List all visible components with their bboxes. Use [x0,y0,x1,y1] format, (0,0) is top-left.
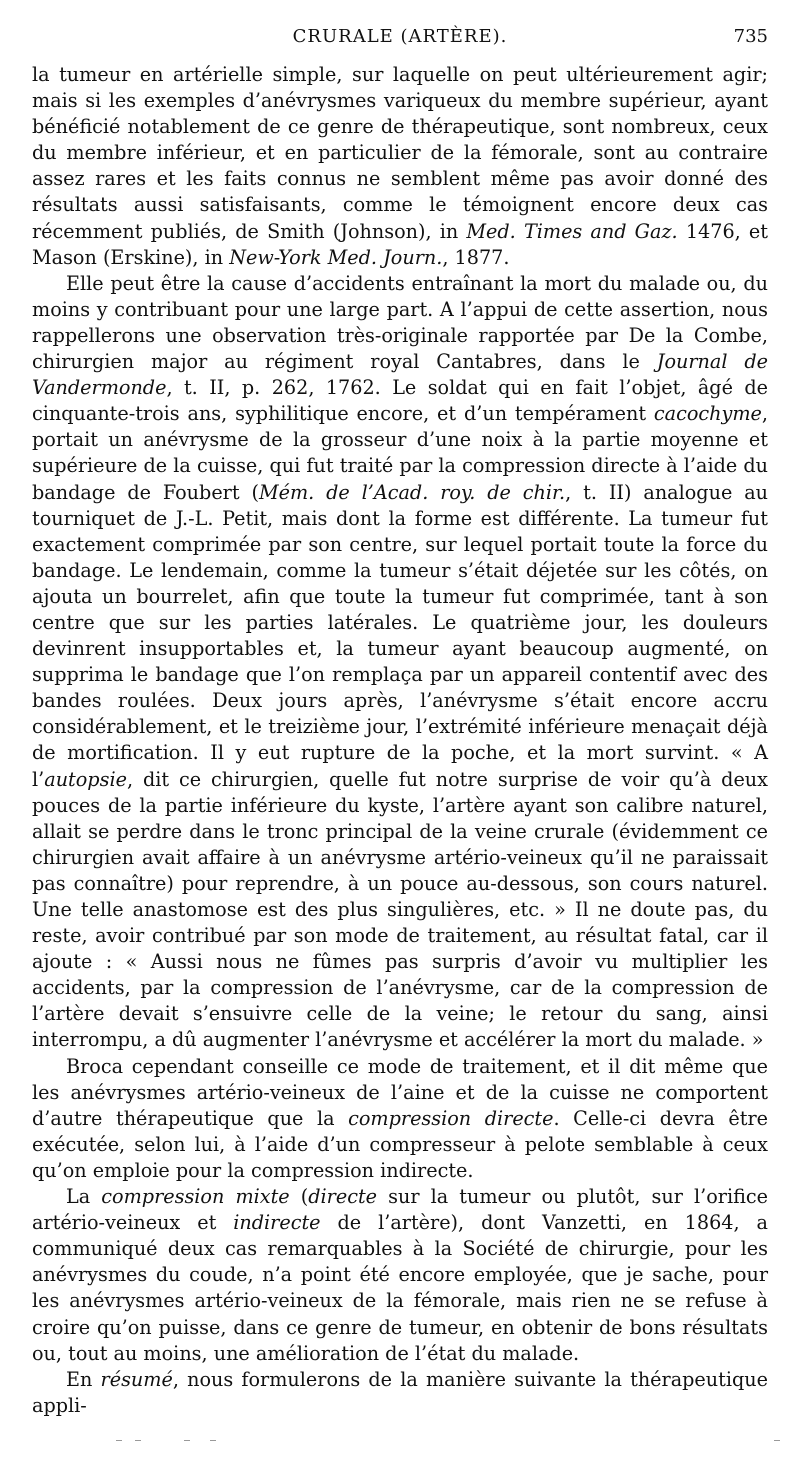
italic-text: Mém. de l’Acad. roy. de chir. [258,480,566,504]
italic-text: New-York Med. Journ. [229,245,443,269]
italic-text: cacochyme [653,402,762,426]
italic-text: résumé [100,1367,173,1391]
printer-specks [0,1440,800,1460]
italic-text: autopsie [44,767,127,791]
text-run: La [66,1185,102,1209]
text-run: , t. II, p. 262, 1762. Le soldat qui en fait l’objet, âgé de cinquante-trois ans, syphilitique encore, et d’un tempérament [32,376,768,426]
text-run: . Celle-ci devra être exécutée, selon lui, à l’aide d’un compresseur à pelote semblable à ceux qu’on emploie pour la compression indirecte. [32,1106,769,1182]
paragraph [32,62,768,271]
text-run: Elle peut être la cause d’accidents entraînant la mort du malade ou, du moins y contribuant pour une large part. A l’appui de cette assertion, nous rappellerons une observation très-originale rapportée par De la Combe, chirurgien major au régiment royal Cantabres, dans le [32,271,768,374]
text-run: , t. II) analogue au tourniquet de J.-L. Petit, mais dont la forme est différente. La tumeur fut exactement comprimée par son centre, sur lequel portait toute la force du bandage. Le lendemain, comme la tumeur s’était déjetée sur les côtés, on ajouta un bourrelet, afin que toute la tumeur fut comprimée, tant à son centre que sur les parties latérales. Le quatrième jour, les douleurs devinrent insupportables et, la tumeur ayant beaucoup augmenté, on supprima le bandage que l’on remplaça par un appareil contentif avec des bandes roulées. Deux jours après, l’anévrysme s’était encore accru considérablement, et le treizième jour, l’extrémité inférieure menaçait déjà de mortification. Il y eut rupture de la poche, et la mort survint. « A l’ [32,480,768,791]
text-run: , portait un anévrysme de la grosseur d’une noix à la partie moyenne et supérieure de la cuisse, qui fut traité par la compression directe à l’aide du bandage de Foubert ( [32,402,768,504]
running-title: CRURALE (ARTÈRE). [292,26,508,47]
text-run: ( [289,1185,309,1209]
running-head [32,26,768,58]
italic-text: compression directe [348,1106,554,1130]
italic-text: directe [308,1185,378,1209]
italic-text: Med. Times and Gaz. [466,219,678,243]
text-run: la tumeur en artérielle simple, sur laquelle on peut ultérieurement agir; mais si les exemples d’anévrysmes variqueux du membre supérieur, ayant bénéficié notablement de ce genre de thérapeutique, sont nombreux, ceux du membre inférieur, et en particulier de la fémorale, sont au contraire assez rares et les faits connus ne semblent même pas avoir donné des résultats aussi satisfaisants, comme le témoignent encore deux cas récemment publiés, de Smith (Johnson), in [32,63,768,243]
paragraph [32,1367,768,1419]
text-run: 1476, et Mason (Erskine), in [32,219,768,269]
page-number: 735 [733,26,768,47]
text-run: , dit ce chirurgien, quelle fut notre surprise de voir qu’à deux pouces de la partie inférieure du kyste, l’artère ayant son calibre naturel, allait se perdre dans le tronc principal de la veine crurale (évidemment ce chirurgien avait affaire à un anévrysme artério-veineux qu’il ne paraissait pas connaître) pour reprendre, à un pouce au-dessous, son cours naturel. Une telle anastomose est des plus singulières, etc. » Il ne doute pas, du reste, avoir contribué par son mode de traitement, au résultat fatal, car il ajoute : « Aussi nous ne fûmes pas surpris d’avoir vu multiplier les accidents, par la compression de l’anévrysme, car de la compression de l’artère devait s’ensuivre celle de la veine; le retour du sang, ainsi interrompu, a dû augmenter l’anévrysme et accélérer la mort du malade. » [32,767,768,1052]
text-run: sur la tumeur ou plutôt, sur l’orifice artério-veineux et [32,1185,768,1235]
text-run: de l’artère), dont Vanzetti, en 1864, a communiqué deux cas remarquables à la Société de chirurgie, pour les anévrysmes du coude, n’a point été encore employée, que je sache, pour les anévrysmes artério-veineux de la fémorale, mais rien ne se refuse à croire qu’on puisse, dans ce genre de tumeur, en obtenir de bons résultats ou, tout au moins, une amélioration de l’état du malade. [32,1211,768,1365]
italic-text: Journal de Vandermonde [32,350,768,400]
paragraph [32,1054,768,1184]
paragraph [32,271,768,1054]
text-run: , nous formulerons de la manière suivante la thérapeutique appli- [32,1367,768,1417]
paragraph [32,1184,768,1367]
text-run: En [66,1367,101,1391]
italic-text: indirecte [233,1211,321,1235]
body-text [32,62,768,1419]
italic-text: compression mixte [101,1185,290,1209]
text-run: Broca cependant conseille ce mode de traitement, et il dit même que les anévrysmes artério-veineux de l’aine et de la cuisse ne comportent d’autre thérapeutique que la [32,1054,768,1130]
text-run: , 1877. [442,245,510,269]
